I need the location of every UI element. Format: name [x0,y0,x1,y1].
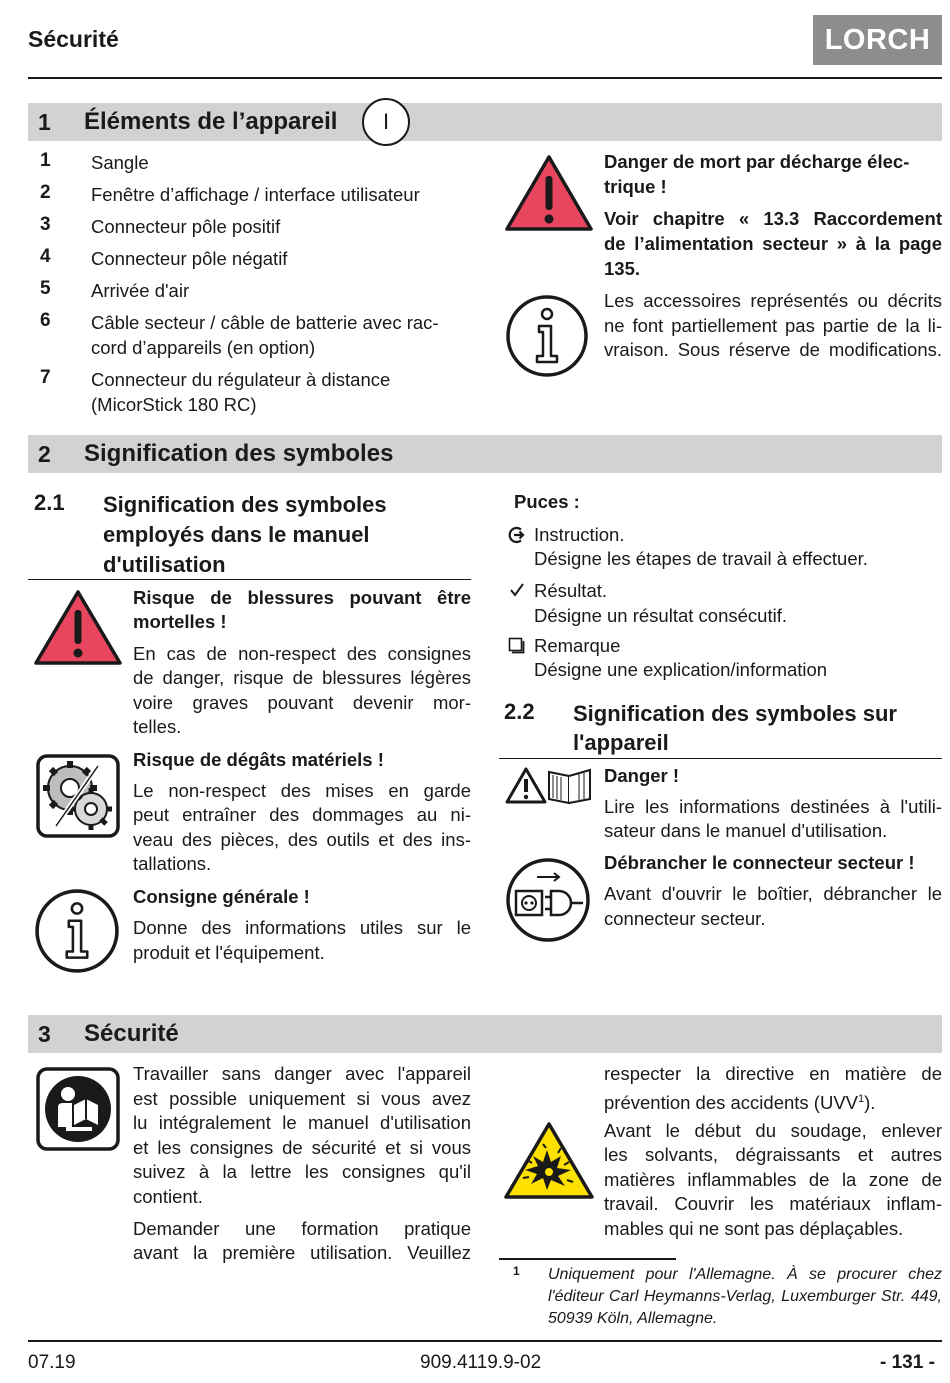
unplug-text: Avant d'ouvrir le boîtier, débrancher le [604,883,942,904]
solvent-paragraph-line: les solvants, dégraissants et autres [604,1144,942,1165]
device-danger-heading: Danger ! [604,765,680,786]
page-section-title: Sécurité [28,26,119,52]
training-paragraph-line: Demander une formation pratique [133,1218,471,1239]
bullet-remark-label: Remarque [534,635,621,656]
info-icon [34,888,120,974]
check-icon [509,582,525,598]
list-item-text: Câble secteur / câble de batterie avec rac- [91,312,439,333]
directive-paragraph-line [604,1087,875,1116]
list-item-text: Arrivée d'air [91,280,190,301]
material-damage-text: veau des pièces, des outils et des ins- [133,829,471,850]
general-note-heading: Consigne générale ! [133,886,310,907]
list-item-number: 4 [40,246,51,267]
safety-paragraph-line: est possible uniquement si vous avez [133,1088,471,1109]
material-damage-heading: Risque de dégâts matériels ! [133,749,384,770]
directive-paragraph-line: respecter la directive en matière de [604,1063,942,1084]
list-item-text: Connecteur pôle positif [91,216,281,237]
lorch-logo: LORCH [813,15,942,65]
footer-doc-number: 909.4119.9-02 [420,1352,542,1373]
bullet-remark-text: Désigne une explication/information [534,659,828,680]
list-item-text: Fenêtre d’affichage / interface utilisateur [91,184,420,205]
unplug-text: connecteur secteur. [604,908,766,929]
subsection-2-1-title: employés dans le manuel [103,522,370,547]
list-item-number: 1 [40,150,51,171]
read-manual-icon [36,1067,120,1151]
injury-risk-heading: Risque de blessures pouvant être [133,587,471,608]
list-item-text: cord d’appareils (en option) [91,337,316,358]
unplug-connector-icon [505,857,591,943]
read-manual-warning-icon [505,766,595,806]
chapter-reference-line: de l’alimentation secteur » à la page [604,233,942,254]
device-danger-text: Lire les informations destinées à l'utili- [604,796,942,817]
warning-triangle-icon [503,152,595,234]
warning-triangle-icon [32,588,124,668]
bullets-title: Puces : [514,491,580,512]
solvent-paragraph-line: mables qui ne sont pas déplaçables. [604,1218,904,1239]
checkbox-square-icon [508,637,525,654]
chapter-reference-line: Voir chapitre « 13.3 Raccordement [604,208,942,229]
bullet-instruction-label: Instruction. [534,524,625,545]
directive-text: prévention des accidents (UVV [604,1092,858,1114]
list-item-text: (MicorStick 180 RC) [91,394,257,415]
safety-paragraph-line: contient. [133,1186,203,1207]
injury-risk-heading: mortelles ! [133,611,227,632]
subsection-2-1-title: Signification des symboles [103,492,387,517]
general-note-text: Donne des informations utiles sur le [133,917,471,938]
subsection-2-2-title: Signification des symboles sur [573,701,897,726]
list-item-text: Connecteur pôle négatif [91,248,288,269]
solvent-paragraph-line: travail. Couvrir les matériaux inflam- [604,1193,942,1214]
section-3-number: 3 [38,1021,51,1047]
accessories-note-line: vraison. Sous réserve de modifications. [604,339,942,360]
danger-electric-line: trique ! [604,176,667,197]
footer-rule [28,1340,942,1342]
bullet-instruction-text: Désigne les étapes de travail à effectuer. [534,548,868,569]
list-item-number: 6 [40,310,51,331]
explosion-warning-icon [503,1120,595,1202]
footnote-rule [499,1258,676,1260]
section-1-number: 1 [38,109,51,135]
training-paragraph-line: avant la première utilisation. Veuillez [133,1242,471,1263]
section-2-title: Signification des symboles [84,440,394,467]
injury-risk-text: de danger, risque de blessures légères [133,667,471,688]
section-1-title: Éléments de l’appareil [84,108,338,135]
list-item-number: 7 [40,367,51,388]
device-danger-text: sateur dans le manuel d'utilisation. [604,820,888,841]
subsection-2-2-number: 2.2 [504,699,535,724]
subsection-2-1-number: 2.1 [34,490,65,515]
solvent-paragraph-line: matières inflammables de la zone de [604,1169,942,1190]
section-2-number: 2 [38,441,51,467]
footnote-line: 50939 Köln, Allemagne. [548,1310,718,1327]
safety-paragraph-line: suivez à la lettre les consignes qu'il [133,1161,471,1182]
footnote-line: Uniquement pour l'Allemagne. À se procurer chez [548,1266,942,1283]
material-damage-text: peut entraîner des dommages au ni- [133,804,471,825]
general-note-text: produit et l'équipement. [133,942,325,963]
bullet-result-label: Résultat. [534,580,608,601]
injury-risk-text: voire graves pouvant devenir mor- [133,692,471,713]
info-icon [505,294,589,378]
accessories-note-line: ne font partiellement pas partie de la li- [604,315,942,336]
safety-paragraph-line: lu intégralement le manuel d'utilisation [133,1112,471,1133]
material-damage-text: tallations. [133,853,212,874]
material-damage-text: Le non-respect des mises en garde [133,780,471,801]
danger-electric-line: Danger de mort par décharge élec- [604,151,910,172]
section-1-badge: I [362,98,410,146]
header-rule [28,77,942,79]
subsection-2-1-title: d'utilisation [103,552,226,577]
injury-risk-text: En cas de non-respect des consignes [133,643,471,664]
unplug-heading: Débrancher le connecteur secteur ! [604,852,915,873]
injury-risk-text: telles. [133,716,182,737]
list-item-number: 3 [40,214,51,235]
safety-paragraph-line: et les consignes de sécurité et si vous [133,1137,471,1158]
solvent-paragraph-line: Avant le début du soudage, enlever [604,1120,942,1141]
list-item-number: 2 [40,182,51,203]
footer-date: 07.19 [28,1352,76,1373]
bullet-result-text: Désigne un résultat consécutif. [534,605,787,626]
section-3-title: Sécurité [84,1020,179,1047]
directive-end: ). [864,1092,876,1114]
subsection-rule [499,758,942,759]
chapter-reference-line: 135. [604,258,641,279]
list-item-number: 5 [40,278,51,299]
section-1-heading [28,103,942,141]
safety-paragraph-line: Travailler sans danger avec l'appareil [133,1063,471,1084]
footnote-mark: 1 [513,1264,520,1278]
section-2-heading [28,435,942,473]
list-item-text: Sangle [91,152,149,173]
footer-page-number: - 131 - [880,1352,935,1373]
arrow-circle-icon [508,526,526,544]
section-3-heading [28,1015,942,1053]
subsection-2-2-title: l'appareil [573,730,669,755]
accessories-note-line: Les accessoires représentés ou décrits [604,290,942,311]
footnote-reference: 1 [858,1093,865,1105]
gear-damage-icon [36,754,120,838]
footnote-line: l'éditeur Carl Heymanns-Verlag, Luxemburger Str. 449, [548,1288,942,1305]
list-item-text: Connecteur du régulateur à distance [91,369,391,390]
subsection-rule [28,579,471,580]
